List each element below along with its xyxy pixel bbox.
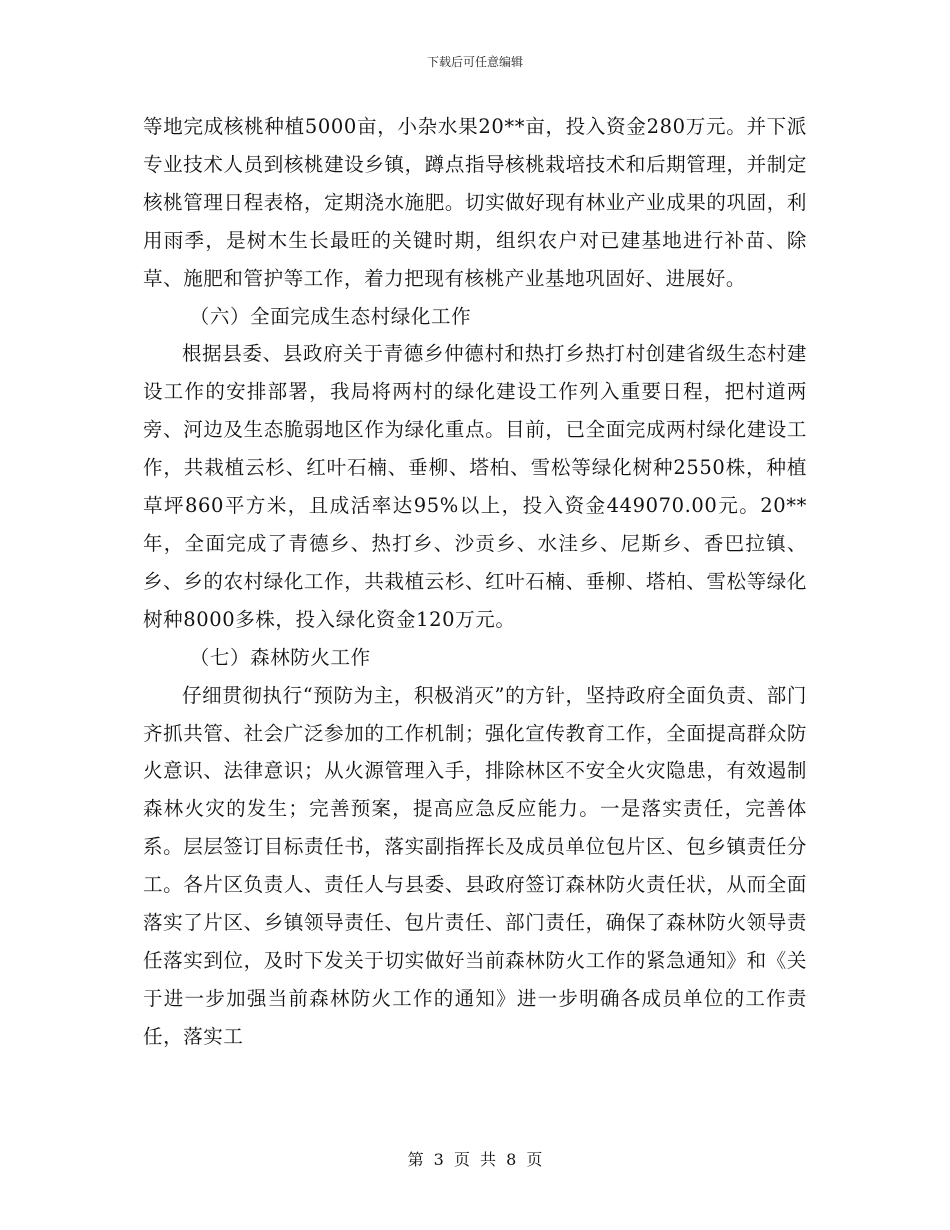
paragraph-eco-village-greening: 根据县委、县政府关于青德乡仲德村和热打乡热打村创建省级生态村建设工作的安排部署，我局将两村的绿化建设工作列入重要日程，把村道两旁、河边及生态脆弱地区作为绿化重点。目前，已全面完成两村绿化建设工作，共栽植云杉、红叶石楠、垂柳、塔柏、雪松等绿化树种2550株，种植草坪860平方米，且成活率达95%以上，投入资金449070.00元。20**年，全面完成了青德乡、热打乡、沙贡乡、水洼乡、尼斯乡、香巴拉镇、乡、乡的农村绿化工作，共栽植云杉、红叶石楠、垂柳、塔柏、雪松等绿化树种8000多株，投入绿化资金120万元。: [143, 342, 807, 631]
paragraph-walnut-planting: 等地完成核桃种植5000亩，小杂水果20**亩，投入资金280万元。并下派专业技术人员到核桃建设乡镇，蹲点指导核桃栽培技术和后期管理，并制定核桃管理日程表格，定期浇水施肥。切实做好现有林业产业成果的巩固，利用雨季，是树木生长最旺的关键时期，组织农户对已建基地进行补苗、除草、施肥和管护等工作，着力把现有核桃产业基地巩固好、进展好。: [143, 115, 807, 290]
page-number-footer: 第 3 页 共 8 页: [407, 1150, 543, 1169]
page-header: 下载后可任意编辑: [426, 55, 523, 69]
section-heading-eco-village: （六）全面完成生态村绿化工作: [189, 304, 472, 328]
document-body: [143, 108, 807, 1056]
paragraph-forest-fire-prevention: 仔细贯彻执行“预防为主，积极消灭”的方针，坚持政府全面负责、部门齐抓共管、社会广泛参加的工作机制；强化宣传教育工作，全面提高群众防火意识、法律意识；从火源管理入手，排除林区不安全火灾隐患，有效遏制森林火灾的发生；完善预案，提高应急反应能力。一是落实责任，完善体系。层层签订目标责任书，落实副指挥长及成员单位包片区、包乡镇责任分工。各片区负责人、责任人与县委、县政府签订森林防火责任状，从而全面落实了片区、乡镇领导责任、包片责任、部门责任，确保了森林防火领导责任落实到位，及时下发关于切实做好当前森林防火工作的紧急通知》和《关于进一步加强当前森林防火工作的通知》进一步明确各成员单位的工作责任，落实工: [143, 683, 807, 1048]
section-heading-forest-fire: （七）森林防火工作: [189, 645, 371, 669]
